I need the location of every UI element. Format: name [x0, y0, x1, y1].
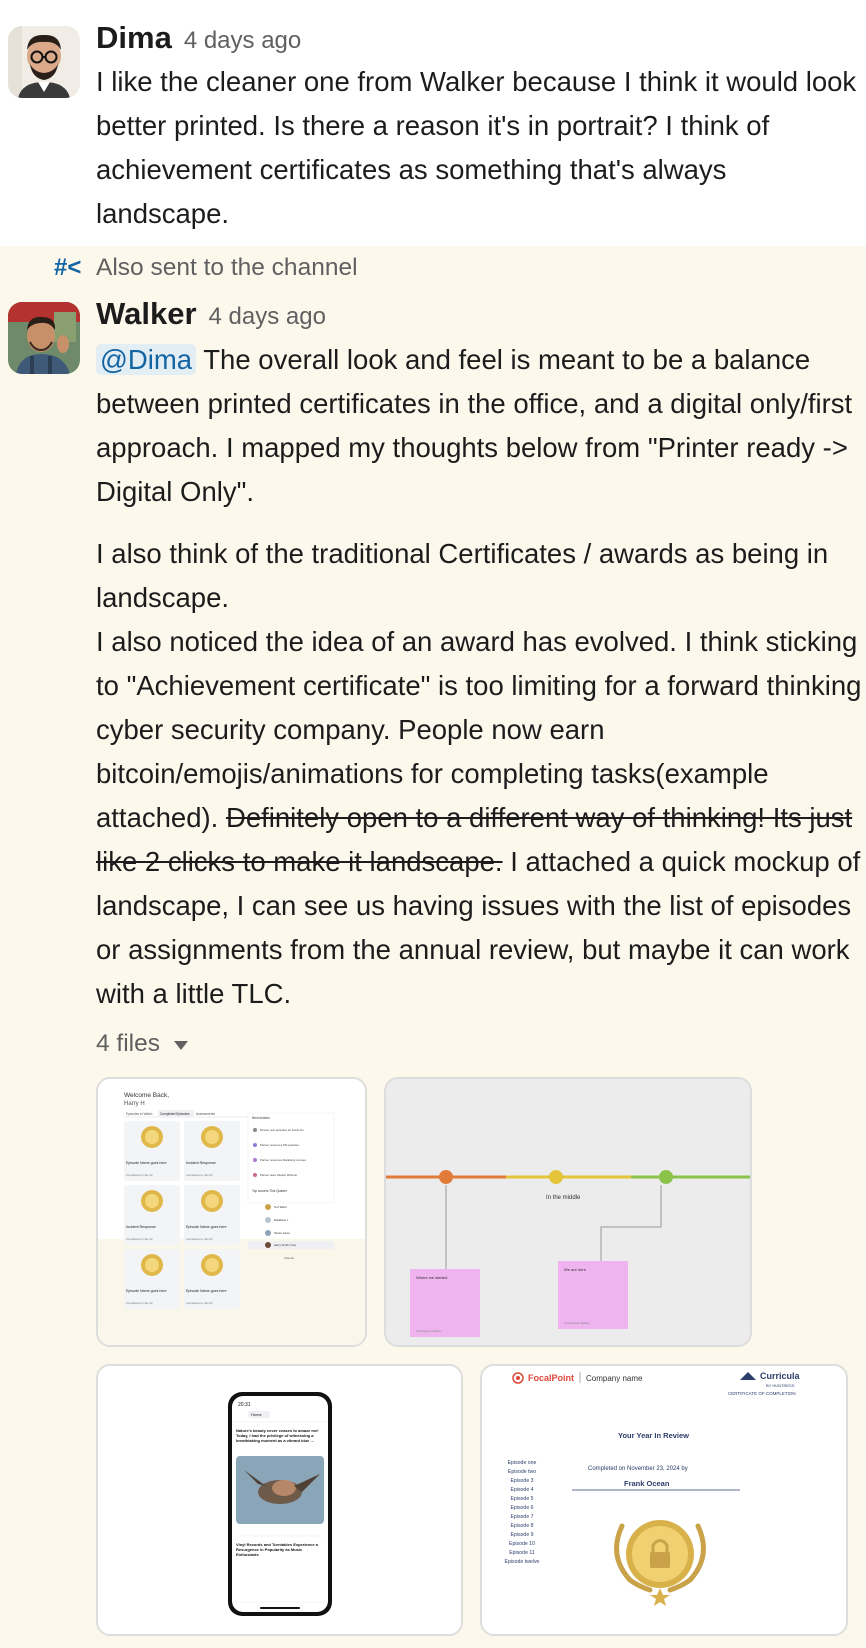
leaderboard-row: Nicole Jones — [274, 1231, 291, 1235]
avatar-walker[interactable] — [8, 302, 80, 374]
avatar-dima-image — [8, 26, 80, 98]
phone-feed-label: Home — [251, 1412, 262, 1417]
strikethrough-text: Definitely open to a different way of thinking! Its just like 2 clicks to make it landscape. — [96, 802, 853, 877]
sticky-author: Christopher Walker — [564, 1321, 590, 1325]
svg-text:Episode 11: Episode 11 — [509, 1550, 535, 1556]
completed-line: Completed on November 23, 2024 by — [588, 1466, 688, 1472]
sticky-text: We are here — [564, 1267, 586, 1272]
dashboard-tab: Assessments — [196, 1112, 215, 1116]
leaderboard-row: Maddison J — [274, 1218, 289, 1222]
sticky-text: Where we started — [416, 1275, 448, 1280]
files-count-label: 4 files — [96, 1030, 161, 1057]
mention-dima[interactable]: @Dima — [96, 344, 196, 375]
timestamp[interactable]: 4 days ago — [208, 303, 326, 330]
svg-text:Episode twelve: Episode twelve — [504, 1559, 540, 1565]
dashboard-welcome: Welcome Back, — [124, 1092, 170, 1099]
svg-text:Completed on Jan 22: Completed on Jan 22 — [186, 1173, 213, 1177]
svg-text:Completed on Jan 22: Completed on Jan 22 — [186, 1237, 213, 1241]
timestamp[interactable]: 4 days ago — [183, 27, 302, 54]
svg-text:Episode 9: Episode 9 — [510, 1532, 534, 1538]
file-attachment-certificate[interactable] — [480, 1364, 848, 1636]
phone-preview — [98, 1366, 461, 1634]
channel-reply-icon: #< — [54, 254, 82, 281]
message-paragraph-3 — [96, 620, 866, 1016]
next-action-item: Partner resources PR episodes — [260, 1143, 299, 1147]
message-header — [96, 20, 301, 56]
badge-card — [124, 1121, 180, 1181]
dashboard-tab: Completed Episodes — [160, 1112, 190, 1116]
next-action-item: Partner resources Marketing courses — [260, 1158, 306, 1162]
also-sent-label: Also sent to the channel — [96, 254, 358, 281]
partner-name: Curricula — [760, 1371, 800, 1381]
svg-text:Completed on Jan 22: Completed on Jan 22 — [126, 1301, 153, 1305]
next-action-item: Partner team Weekly Webinar — [260, 1173, 298, 1177]
dashboard-preview — [98, 1079, 365, 1345]
svg-text:Episode Name goes here: Episode Name goes here — [126, 1289, 167, 1293]
timeline-dot — [659, 1170, 673, 1184]
message-header — [96, 296, 326, 332]
svg-text:Episode 7: Episode 7 — [510, 1514, 534, 1520]
svg-text:Episode 5: Episode 5 — [510, 1496, 534, 1502]
dashboard-tab: Episodes to Watch — [126, 1112, 153, 1116]
view-all-link: View all — [284, 1256, 294, 1260]
also-sent-to-channel — [54, 254, 358, 282]
brand-name: FocalPoint — [528, 1373, 575, 1383]
leaderboard-row: Ted Talbot — [274, 1205, 287, 1209]
file-attachment-dashboard[interactable] — [96, 1077, 367, 1347]
svg-text:Completed on Jan 22: Completed on Jan 22 — [186, 1301, 213, 1305]
paragraph-text: I also think of the traditional Certificates / awards as being in landscape. — [96, 538, 829, 613]
svg-text:Episode Name goes here: Episode Name goes here — [186, 1289, 227, 1293]
next-action-item: Review new episodes for Frank Fin — [260, 1128, 304, 1132]
svg-text:Episode two: Episode two — [507, 1469, 537, 1475]
svg-text:Episode Name goes here: Episode Name goes here — [126, 1161, 167, 1165]
badge-card — [124, 1185, 180, 1245]
message-text: I like the cleaner one from Walker because I think it would look better printed. Is there a reason it's in portrait? I think of achievement certificates as something that's always landscape. — [96, 66, 857, 229]
svg-text:Episode 8: Episode 8 — [510, 1523, 534, 1529]
timeline-preview — [386, 1079, 750, 1345]
avatar-dima[interactable] — [8, 26, 80, 98]
sticky-author: Christopher Walker — [416, 1329, 442, 1333]
svg-text:Episode one: Episode one — [507, 1460, 537, 1466]
certificate-label: CERTIFICATE OF COMPLETION — [728, 1391, 796, 1396]
leaderboard-row: Harry Smith (You) — [274, 1243, 297, 1247]
svg-text:Episode 3: Episode 3 — [510, 1478, 534, 1484]
certificate-preview — [482, 1366, 846, 1634]
avatar-walker-image — [8, 302, 80, 374]
post-title: Nature's beauty never ceases to amaze me! Today, I had the privilege of witnessing a breathtaking moment as a vibrant blue ... — [236, 1428, 319, 1443]
author-name[interactable]: Walker — [96, 296, 197, 331]
svg-text:Completed on Jan 22: Completed on Jan 22 — [126, 1237, 153, 1241]
svg-text:Episode 10: Episode 10 — [509, 1541, 535, 1547]
svg-text:Episode 6: Episode 6 — [510, 1505, 534, 1511]
caret-down-icon — [174, 1041, 188, 1050]
svg-text:Episode 4: Episode 4 — [510, 1487, 534, 1493]
partner-sub: BY HUNTRESS — [766, 1383, 795, 1388]
timeline-dot — [439, 1170, 453, 1184]
svg-text:Incident Response: Incident Response — [186, 1161, 216, 1165]
paragraph-text: The overall look and feel is meant to be a balance between printed certificates in the office, and a digital only/first approach. I mapped my thoughts below from "Printer ready -> Digital Only". — [96, 344, 853, 507]
badge-card — [124, 1249, 180, 1309]
next-actions-title: Next Actions — [252, 1116, 270, 1120]
post-title: Vinyl Records and Turntables Experience a Resurgence in Popularity as Music Enthusiasts — [236, 1542, 318, 1557]
paragraph-text: I also noticed the idea of an award has evolved. I think sticking to "Achievement certificate" is too limiting for a forward thinking cyber security company. People now earn bitcoin/emojis/animations for completing tasks(example attached). — [96, 626, 862, 833]
badge-card — [184, 1185, 240, 1245]
files-toggle[interactable] — [96, 1030, 188, 1058]
dashboard-user: Harry H — [124, 1101, 145, 1107]
timeline-dot — [549, 1170, 563, 1184]
svg-text:Incident Response: Incident Response — [126, 1225, 156, 1229]
file-attachment-phone[interactable] — [96, 1364, 463, 1636]
certificate-title: Your Year In Review — [618, 1431, 690, 1440]
author-name[interactable]: Dima — [96, 20, 172, 55]
leaderboard-title: Top scorers This Quarter — [252, 1189, 288, 1193]
badge-card — [184, 1121, 240, 1181]
badge-card — [184, 1249, 240, 1309]
message-paragraph-2 — [96, 532, 866, 620]
message-dima — [0, 0, 866, 246]
message-paragraph-1 — [96, 338, 866, 514]
middle-label: In the middle — [546, 1195, 581, 1201]
paragraph-text: I attached a quick mockup of landscape, I can see us having issues with the list of episodes or assignments from the annual review, but maybe it can work with a little TLC. — [96, 846, 861, 1009]
company-name: Company name — [586, 1374, 643, 1383]
svg-text:Completed on Jan 22: Completed on Jan 22 — [126, 1173, 153, 1177]
phone-time: 20:31 — [238, 1402, 251, 1408]
recipient-name: Frank Ocean — [624, 1479, 670, 1488]
file-attachment-timeline[interactable] — [384, 1077, 752, 1347]
svg-text:Episode Name goes here: Episode Name goes here — [186, 1225, 227, 1229]
